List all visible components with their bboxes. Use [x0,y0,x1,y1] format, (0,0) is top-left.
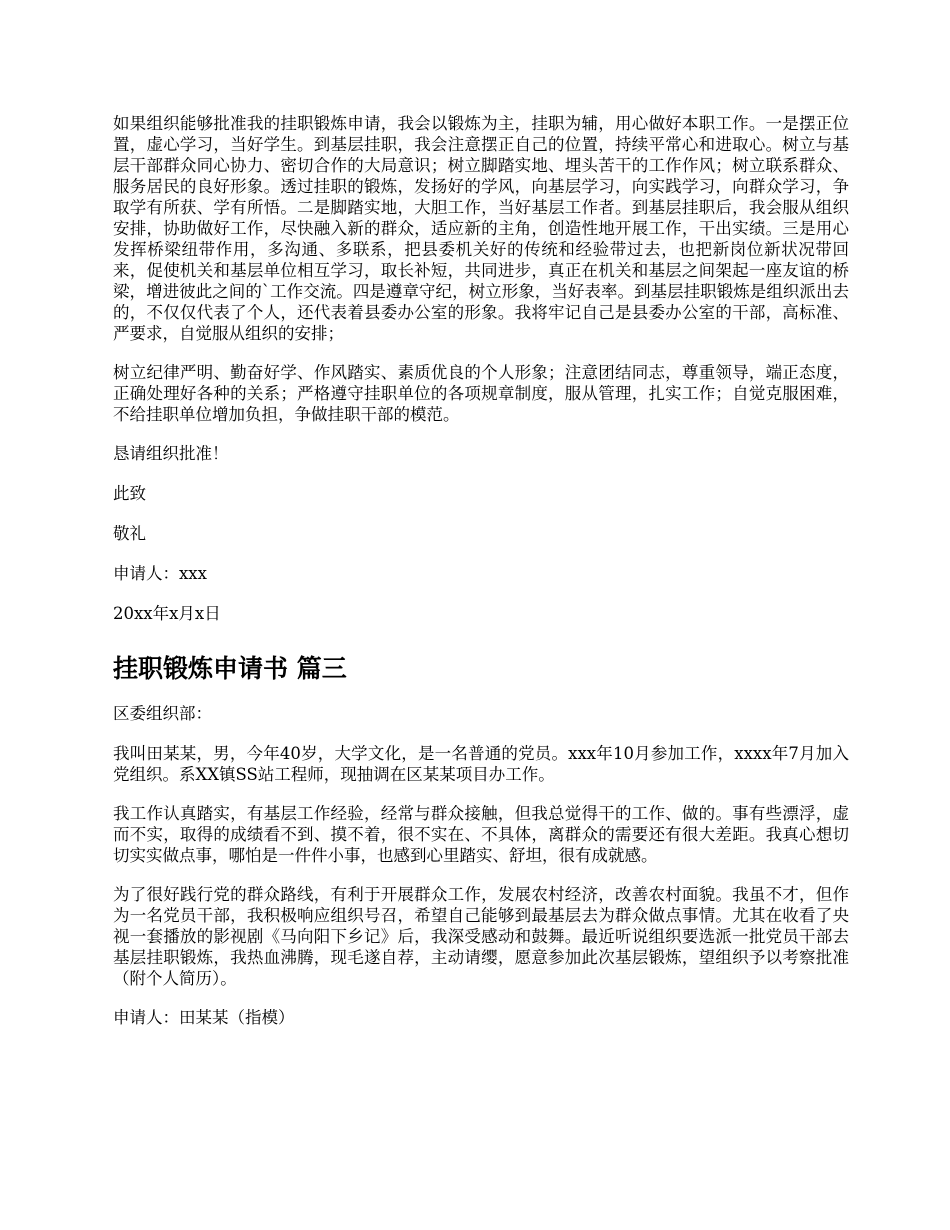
addressee: 区委组织部： [113,704,212,723]
salutation-cizhi: 此致 [113,484,146,503]
document-page [113,113,849,1047]
paragraph-image: 树立纪律严明、勤奋好学、作风踏实、素质优良的个人形象；注意团结同志，尊重领导，端正态度，正确处理好各种的关系；严格遵守挂职单位的各项规章制度，服从管理，扎实工作；自觉克服困难，不给挂职单位增加负担，争做挂职干部的模范。 [113,363,849,424]
applicant-signature: 申请人：xxx [113,564,207,583]
paragraph-motivation: 为了很好践行党的群众路线，有利于开展群众工作，发展农村经济，改善农村面貌。我虽不才，但作为一名党员干部，我积极响应组织号召，希望自己能够到最基层去为群众做点事情。尤其在收看了央视一套播放的影视剧《马向阳下乡记》后，我深受感动和鼓舞。最近听说组织要选派一批党员干部去基层挂职锻炼，我热血沸腾，现毛遂自荐，主动请缨，愿意参加此次基层锻炼，望组织予以考察批准（附个人简历）。 [113,885,849,988]
paragraph-commitment: 如果组织能够批准我的挂职锻炼申请，我会以锻炼为主，挂职为辅，用心做好本职工作。一是摆正位置，虚心学习，当好学生。到基层挂职，我会注意摆正自己的位置，持续平常心和进取心。树立与基层干部群众同心协力、密切合作的大局意识；树立脚踏实地、埋头苦干的工作作风；树立联系群众、服务居民的良好形象。透过挂职的锻炼，发扬好的学风，向基层学习，向实践学习，向群众学习，争取学有所获、学有所悟。二是脚踏实地，大胆工作，当好基层工作者。到基层挂职后，我会服从组织安排，协助做好工作，尽快融入新的群众，适应新的主角，创造性地开展工作，干出实绩。三是用心发挥桥梁纽带作用，多沟通、多联系，把县委机关好的传统和经验带过去，也把新岗位新状况带回来，促使机关和基层单位相互学习，取长补短，共同进步，真正在机关和基层之间架起一座友谊的桥梁，增进彼此之间的`工作交流。四是遵章守纪，树立形象，当好表率。到基层挂职锻炼是组织派出去的，不仅仅代表了个人，还代表着县委办公室的形象。我将牢记自己是县委办公室的干部，高标准、严要求，自觉服从组织的安排； [113,114,849,343]
section-heading: 挂职锻炼申请书 篇三 [113,654,347,683]
salutation-jingli: 敬礼 [113,524,146,543]
applicant-signature-tian: 申请人：田某某（指模） [113,1008,295,1027]
application-date: 20xx年x月x日 [113,604,221,623]
paragraph-introduction: 我叫田某某，男，今年40岁，大学文化，是一名普通的党员。xxx年10月参加工作，xxxx年7月加入党组织。系XX镇SS站工程师，现抽调在区某某项目办工作。 [113,744,849,784]
request-approval: 恳请组织批准！ [113,444,229,463]
paragraph-experience: 我工作认真踏实，有基层工作经验，经常与群众接触，但我总觉得干的工作、做的。事有些漂浮，虚而不实，取得的成绩看不到、摸不着，很不实在、不具体，离群众的需要还有很大差距。我真心想切切实实做点事，哪怕是一件件小事，也感到心里踏实、舒坦，很有成就感。 [113,804,849,865]
